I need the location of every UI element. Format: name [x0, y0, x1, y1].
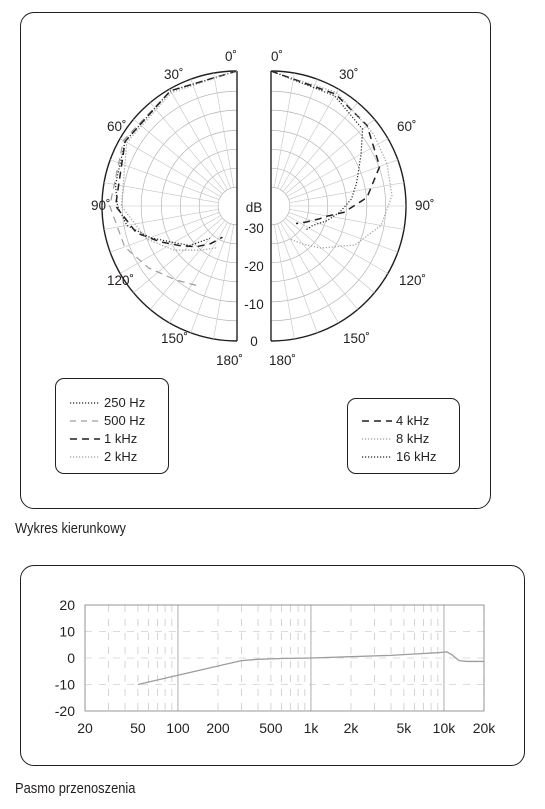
- polar-radial-label: -30: [244, 221, 264, 236]
- polar-angle-label: 0˚: [271, 49, 284, 64]
- polar-series-500-hz: [110, 71, 237, 286]
- legend-label: 250 Hz: [104, 395, 146, 410]
- polar-angle-label: 0˚: [224, 49, 237, 64]
- legend-high-frequencies: [347, 398, 460, 474]
- polar-series-group: [110, 71, 392, 286]
- polar-chart-caption: Wykres kierunkowy: [15, 520, 126, 537]
- freq-xtick-label: 2k: [343, 720, 359, 736]
- freq-ytick-label: -10: [54, 676, 75, 693]
- frequency-response-panel: [20, 565, 525, 766]
- polar-angle-label: 150˚: [343, 331, 371, 346]
- frequency-tick-labels: [55, 597, 497, 736]
- polar-radial-unit: dB: [245, 200, 263, 215]
- freq-xtick-label: 50: [130, 720, 146, 736]
- freq-ytick-label: 0: [67, 650, 75, 666]
- polar-grid-right: [271, 71, 406, 341]
- polar-angle-label: 180˚: [269, 353, 297, 368]
- polar-radial-label: -10: [244, 297, 264, 312]
- freq-xtick-label: 20: [77, 720, 93, 736]
- polar-angle-label: 30˚: [164, 67, 184, 82]
- polar-angle-label: 90˚: [91, 198, 111, 213]
- polar-grid-left: [102, 71, 237, 341]
- polar-labels: [91, 49, 435, 368]
- polar-angle-label: 60˚: [107, 119, 127, 134]
- polar-series-1-khz: [116, 71, 237, 247]
- legend-label: 16 kHz: [396, 449, 437, 464]
- freq-ytick-label: -20: [54, 703, 75, 719]
- legend-label: 1 kHz: [104, 431, 138, 446]
- freq-xtick-label: 200: [206, 720, 230, 736]
- freq-ytick-label: 20: [59, 597, 75, 613]
- polar-angle-label: 180˚: [215, 353, 243, 368]
- freq-xtick-label: 1k: [303, 720, 319, 736]
- polar-angle-label: 60˚: [397, 119, 417, 134]
- freq-xtick-label: 500: [259, 720, 283, 736]
- legend-label: 500 Hz: [104, 413, 146, 428]
- legend-label: 2 kHz: [104, 449, 138, 464]
- freq-xtick-label: 20k: [472, 720, 496, 736]
- polar-angle-label: 30˚: [339, 67, 359, 82]
- polar-angle-label: 120˚: [399, 273, 427, 288]
- polar-series-4-khz: [271, 71, 380, 223]
- polar-radial-label: 0: [250, 334, 258, 349]
- freq-xtick-label: 10k: [432, 720, 456, 736]
- frequency-response-caption: Pasmo przenoszenia: [15, 780, 136, 797]
- polar-chart-panel: [20, 12, 491, 509]
- freq-xtick-label: 5k: [396, 720, 412, 736]
- freq-ytick-label: 10: [59, 623, 75, 640]
- frequency-response-chart: [21, 566, 524, 765]
- polar-series-250-hz: [115, 71, 237, 246]
- polar-radial-label: -20: [244, 259, 264, 274]
- polar-angle-label: 150˚: [161, 331, 189, 346]
- legend-label: 4 kHz: [396, 413, 430, 428]
- freq-xtick-label: 100: [166, 720, 190, 736]
- legend-low-frequencies: [55, 378, 169, 474]
- polar-angle-label: 120˚: [107, 273, 135, 288]
- legend-label: 8 kHz: [396, 431, 430, 446]
- polar-angle-label: 90˚: [415, 198, 435, 213]
